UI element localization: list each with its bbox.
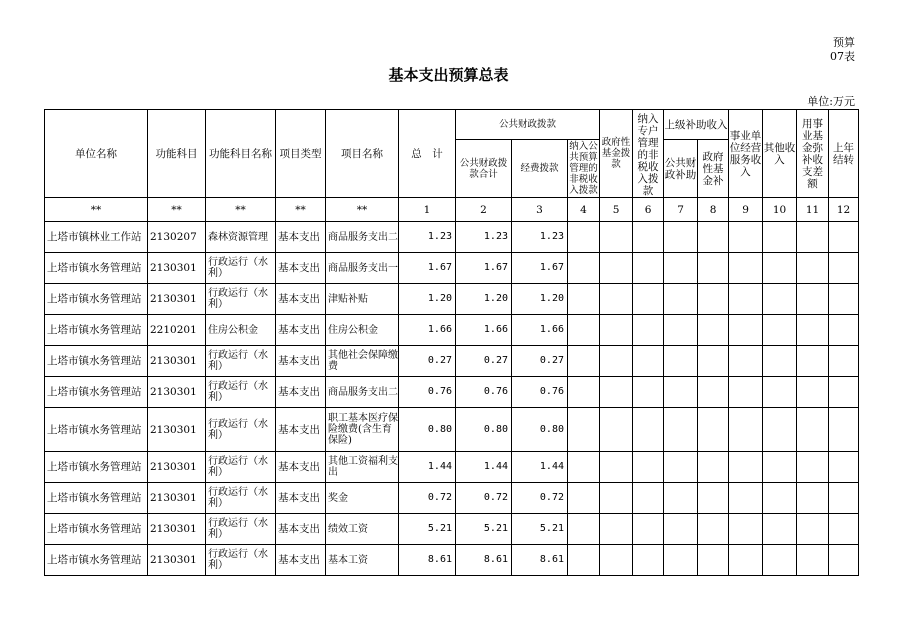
cell-empty (698, 315, 729, 346)
cell-empty (797, 315, 829, 346)
cell-func-name: 行政运行（水利） (206, 377, 276, 408)
cell-empty (664, 483, 698, 514)
cell-empty (729, 346, 763, 377)
cell-total: 1.67 (399, 253, 456, 284)
cell-empty (698, 284, 729, 315)
cell-total: 0.27 (399, 346, 456, 377)
table-row (45, 408, 859, 452)
cell-func-name: 行政运行（水利） (206, 514, 276, 545)
cell-empty (729, 222, 763, 253)
cell-public-fin-total: 0.72 (456, 483, 512, 514)
form-number (830, 36, 855, 64)
table-row (45, 377, 859, 408)
cell-empty (600, 346, 633, 377)
cell-empty (600, 452, 633, 483)
cell-total: 8.61 (399, 545, 456, 576)
cell-empty (664, 346, 698, 377)
cell-func-name: 行政运行（水利） (206, 545, 276, 576)
cell-empty (664, 284, 698, 315)
cell-total: 0.80 (399, 408, 456, 452)
index-cell: 7 (664, 198, 698, 222)
cell-empty (568, 377, 600, 408)
cell-empty (568, 514, 600, 545)
cell-unit-name: 上塔市镇水务管理站 (45, 545, 148, 576)
cell-empty (729, 315, 763, 346)
cell-empty (698, 222, 729, 253)
cell-unit-name: 上塔市镇水务管理站 (45, 284, 148, 315)
cell-empty (797, 514, 829, 545)
cell-func-code: 2130301 (148, 452, 206, 483)
cell-empty (568, 284, 600, 315)
cell-empty (664, 377, 698, 408)
table-row (45, 452, 859, 483)
index-cell: 5 (600, 198, 633, 222)
cell-empty (829, 545, 859, 576)
header-other-income: 其他收入 (763, 110, 797, 198)
cell-project-type: 基本支出 (276, 483, 326, 514)
cell-empty (568, 545, 600, 576)
cell-project-type: 基本支出 (276, 545, 326, 576)
cell-func-name: 行政运行（水利） (206, 408, 276, 452)
cell-empty (829, 483, 859, 514)
cell-public-fin-total: 5.21 (456, 514, 512, 545)
header-carryover: 上年结转 (829, 110, 859, 198)
index-row (45, 198, 859, 222)
table-row (45, 253, 859, 284)
index-cell: 6 (633, 198, 664, 222)
cell-public-fin-total: 1.23 (456, 222, 512, 253)
cell-empty (829, 222, 859, 253)
cell-empty (633, 514, 664, 545)
cell-empty (600, 253, 633, 284)
cell-project-name: 奖金 (326, 483, 399, 514)
cell-total: 0.72 (399, 483, 456, 514)
header-unit-name: 单位名称 (45, 110, 148, 198)
index-cell: 1 (399, 198, 456, 222)
cell-funding: 1.20 (512, 284, 568, 315)
cell-empty (763, 377, 797, 408)
cell-empty (797, 377, 829, 408)
cell-empty (829, 346, 859, 377)
cell-empty (633, 545, 664, 576)
header-non-tax: 纳入公共预算管理的非税收入拨款 (569, 141, 598, 196)
cell-empty (600, 315, 633, 346)
cell-empty (600, 483, 633, 514)
cell-empty (664, 514, 698, 545)
cell-func-code: 2130301 (148, 408, 206, 452)
cell-empty (763, 315, 797, 346)
index-cell: 3 (512, 198, 568, 222)
header-special-non-tax-text: 纳入专户管理的非税收入拨款 (637, 112, 659, 197)
header-project-type: 项目类型 (276, 110, 326, 198)
cell-unit-name: 上塔市镇水务管理站 (45, 483, 148, 514)
header-upper-subsidy: 上级补助收入 (664, 110, 729, 140)
table-row (45, 284, 859, 315)
cell-empty (797, 284, 829, 315)
cell-empty (797, 408, 829, 452)
cell-unit-name: 上塔市镇水务管理站 (45, 253, 148, 284)
cell-func-code: 2210201 (148, 315, 206, 346)
header-upper-gov-fund: 政府性基金补 (698, 140, 729, 198)
cell-empty (797, 483, 829, 514)
table-row (45, 483, 859, 514)
index-cell: 10 (763, 198, 797, 222)
cell-empty (698, 346, 729, 377)
cell-func-name: 住房公积金 (206, 315, 276, 346)
cell-project-name: 住房公积金 (326, 315, 399, 346)
cell-public-fin-total: 8.61 (456, 545, 512, 576)
cell-empty (797, 253, 829, 284)
header-business-income: 事业单位经营服务收入 (729, 110, 763, 198)
cell-total: 1.44 (399, 452, 456, 483)
cell-empty (729, 253, 763, 284)
cell-project-type: 基本支出 (276, 284, 326, 315)
cell-empty (664, 222, 698, 253)
cell-empty (633, 222, 664, 253)
header-row-1 (45, 110, 859, 140)
cell-empty (763, 253, 797, 284)
cell-funding: 1.23 (512, 222, 568, 253)
cell-project-type: 基本支出 (276, 315, 326, 346)
index-cell: 2 (456, 198, 512, 222)
budget-table (44, 109, 859, 576)
cell-empty (763, 452, 797, 483)
cell-empty (829, 377, 859, 408)
cell-empty (797, 222, 829, 253)
cell-func-code: 2130301 (148, 545, 206, 576)
cell-empty (829, 514, 859, 545)
header-total: 总 计 (399, 110, 456, 198)
index-cell: 9 (729, 198, 763, 222)
index-cell: 12 (829, 198, 859, 222)
header-special-non-tax (633, 110, 664, 198)
cell-project-name: 职工基本医疗保险缴费(含生育保险) (326, 408, 399, 452)
cell-empty (600, 514, 633, 545)
cell-total: 1.23 (399, 222, 456, 253)
cell-empty (729, 514, 763, 545)
header-subsidy-gap: 用事业基金弥补收支差额 (797, 110, 829, 198)
cell-project-name: 津贴补贴 (326, 284, 399, 315)
cell-empty (600, 408, 633, 452)
cell-empty (633, 377, 664, 408)
cell-func-name: 行政运行（水利） (206, 253, 276, 284)
cell-funding: 0.27 (512, 346, 568, 377)
cell-empty (729, 545, 763, 576)
form-number-line1: 预算 (833, 36, 855, 49)
unit-label: 单位:万元 (807, 95, 855, 108)
cell-unit-name: 上塔市镇水务管理站 (45, 452, 148, 483)
cell-funding: 0.80 (512, 408, 568, 452)
cell-unit-name: 上塔市镇水务管理站 (45, 408, 148, 452)
cell-project-name: 其他社会保障缴费 (326, 346, 399, 377)
cell-empty (829, 284, 859, 315)
cell-funding: 0.76 (512, 377, 568, 408)
index-cell: 4 (568, 198, 600, 222)
form-number-line2: 07表 (830, 50, 855, 63)
cell-empty (568, 222, 600, 253)
cell-project-name: 基本工资 (326, 545, 399, 576)
cell-funding: 5.21 (512, 514, 568, 545)
cell-project-type: 基本支出 (276, 452, 326, 483)
header-func-subject-name: 功能科目名称 (206, 110, 276, 198)
table-row (45, 222, 859, 253)
cell-func-code: 2130301 (148, 284, 206, 315)
cell-empty (829, 253, 859, 284)
index-cell: ** (45, 198, 148, 222)
cell-unit-name: 上塔市镇水务管理站 (45, 514, 148, 545)
header-gov-fund-text: 政府性基金拨款 (601, 137, 631, 170)
cell-empty (763, 545, 797, 576)
cell-empty (698, 377, 729, 408)
cell-empty (633, 452, 664, 483)
cell-funding: 0.72 (512, 483, 568, 514)
cell-func-name: 行政运行（水利） (206, 284, 276, 315)
cell-empty (729, 284, 763, 315)
cell-empty (729, 452, 763, 483)
cell-empty (633, 483, 664, 514)
cell-empty (698, 253, 729, 284)
cell-empty (829, 452, 859, 483)
cell-empty (664, 408, 698, 452)
cell-empty (729, 408, 763, 452)
cell-empty (698, 514, 729, 545)
cell-func-code: 2130301 (148, 483, 206, 514)
index-cell: ** (326, 198, 399, 222)
cell-project-type: 基本支出 (276, 408, 326, 452)
cell-project-name: 商品服务支出一 (326, 253, 399, 284)
cell-empty (600, 545, 633, 576)
cell-func-code: 2130207 (148, 222, 206, 253)
cell-empty (600, 222, 633, 253)
cell-empty (633, 253, 664, 284)
page-title: 基本支出预算总表 (388, 66, 509, 84)
cell-func-name: 行政运行（水利） (206, 483, 276, 514)
cell-empty (633, 284, 664, 315)
cell-empty (829, 408, 859, 452)
cell-unit-name: 上塔市镇水务管理站 (45, 377, 148, 408)
cell-empty (568, 408, 600, 452)
cell-project-type: 基本支出 (276, 253, 326, 284)
cell-public-fin-total: 1.67 (456, 253, 512, 284)
cell-empty (729, 483, 763, 514)
index-cell: ** (206, 198, 276, 222)
header-gov-fund (600, 110, 633, 198)
cell-func-code: 2130301 (148, 253, 206, 284)
cell-project-name: 商品服务支出二 (326, 377, 399, 408)
header-project-name: 项目名称 (326, 110, 399, 198)
cell-empty (698, 452, 729, 483)
cell-empty (664, 452, 698, 483)
cell-unit-name: 上塔市镇水务管理站 (45, 346, 148, 377)
cell-func-name: 行政运行（水利） (206, 346, 276, 377)
cell-empty (698, 545, 729, 576)
cell-empty (763, 408, 797, 452)
cell-public-fin-total: 0.76 (456, 377, 512, 408)
cell-empty (568, 346, 600, 377)
cell-func-name: 森林资源管理 (206, 222, 276, 253)
index-cell: ** (148, 198, 206, 222)
cell-func-name: 行政运行（水利） (206, 452, 276, 483)
cell-empty (829, 315, 859, 346)
cell-empty (600, 377, 633, 408)
cell-public-fin-total: 0.27 (456, 346, 512, 377)
header-func-subject: 功能科目 (148, 110, 206, 198)
cell-project-type: 基本支出 (276, 514, 326, 545)
cell-empty (568, 315, 600, 346)
header-public-fin: 公共财政拨款 (456, 110, 600, 140)
cell-empty (568, 253, 600, 284)
cell-empty (633, 346, 664, 377)
cell-public-fin-total: 1.20 (456, 284, 512, 315)
cell-empty (698, 483, 729, 514)
cell-empty (698, 408, 729, 452)
cell-project-name: 绩效工资 (326, 514, 399, 545)
table-row (45, 346, 859, 377)
cell-empty (633, 408, 664, 452)
cell-func-code: 2130301 (148, 514, 206, 545)
cell-funding: 8.61 (512, 545, 568, 576)
cell-project-name: 其他工资福利支出 (326, 452, 399, 483)
cell-func-code: 2130301 (148, 377, 206, 408)
header-funding: 经费拨款 (512, 140, 568, 198)
table-row (45, 545, 859, 576)
cell-empty (763, 346, 797, 377)
cell-total: 0.76 (399, 377, 456, 408)
cell-empty (763, 514, 797, 545)
cell-project-type: 基本支出 (276, 377, 326, 408)
cell-public-fin-total: 1.66 (456, 315, 512, 346)
cell-public-fin-total: 0.80 (456, 408, 512, 452)
cell-unit-name: 上塔市镇林业工作站 (45, 222, 148, 253)
cell-project-name: 商品服务支出二 (326, 222, 399, 253)
cell-empty (568, 483, 600, 514)
cell-project-type: 基本支出 (276, 222, 326, 253)
cell-func-code: 2130301 (148, 346, 206, 377)
cell-empty (664, 315, 698, 346)
index-cell: 11 (797, 198, 829, 222)
cell-empty (664, 545, 698, 576)
cell-empty (797, 545, 829, 576)
cell-empty (729, 377, 763, 408)
cell-empty (763, 284, 797, 315)
cell-project-type: 基本支出 (276, 346, 326, 377)
cell-empty (568, 452, 600, 483)
cell-public-fin-total: 1.44 (456, 452, 512, 483)
cell-empty (763, 483, 797, 514)
cell-funding: 1.66 (512, 315, 568, 346)
cell-empty (633, 315, 664, 346)
cell-total: 5.21 (399, 514, 456, 545)
table-row (45, 514, 859, 545)
cell-total: 1.66 (399, 315, 456, 346)
header-public-fin-total: 公共财政拨款合计 (456, 140, 512, 198)
cell-empty (763, 222, 797, 253)
cell-funding: 1.67 (512, 253, 568, 284)
cell-empty (600, 284, 633, 315)
cell-empty (797, 346, 829, 377)
index-cell: 8 (698, 198, 729, 222)
table-row (45, 315, 859, 346)
header-upper-public: 公共财政补助 (664, 140, 698, 198)
cell-empty (797, 452, 829, 483)
cell-unit-name: 上塔市镇水务管理站 (45, 315, 148, 346)
cell-funding: 1.44 (512, 452, 568, 483)
cell-empty (664, 253, 698, 284)
index-cell: ** (276, 198, 326, 222)
cell-total: 1.20 (399, 284, 456, 315)
